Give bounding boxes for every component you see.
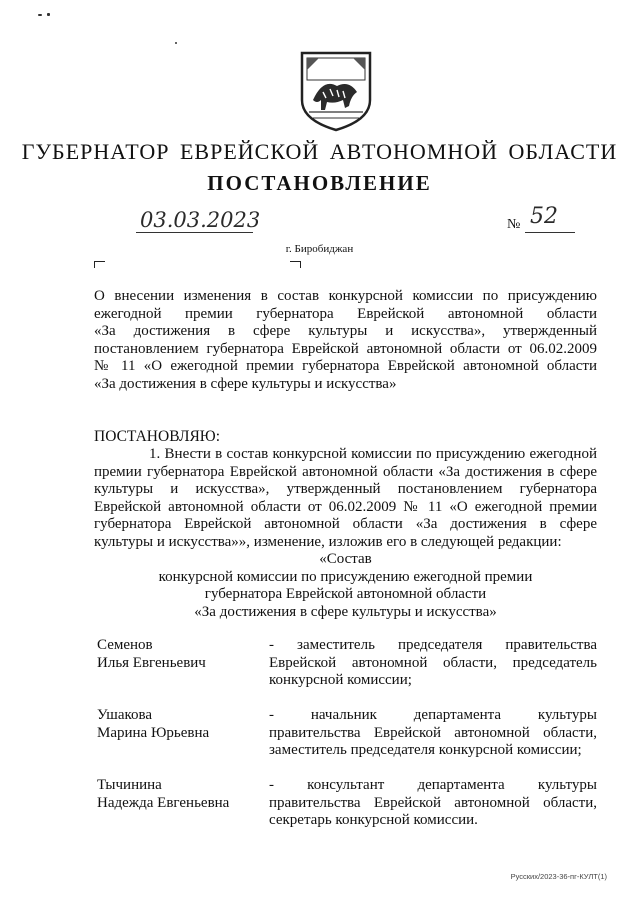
member-role-line: конкурсной комиссии; <box>269 672 412 688</box>
member-name <box>97 637 267 672</box>
point-line: 1. Внести в состав конкурсной комиссии по присуждению ежегодной <box>149 446 597 462</box>
point-line: культуры и искусства»», изменение, изложив его в следующей редакции: <box>94 533 562 550</box>
scan-speck <box>175 42 177 44</box>
member-given-names: Надежда Евгеньевна <box>97 794 230 811</box>
handwritten-date: 03.03.2023 <box>140 208 261 232</box>
member-role-line: секретарь конкурсной комиссии. <box>269 812 478 828</box>
handwritten-number: 52 <box>530 204 558 229</box>
subject-line: ежегодной премии губернатора Еврейской автономной области <box>94 305 597 322</box>
decree-word: ПОСТАНОВЛЯЮ: <box>94 428 221 445</box>
number-sign: № <box>507 217 521 232</box>
scan-speck <box>38 14 42 16</box>
corner-mark-left <box>94 261 105 268</box>
member-given-names: Марина Юрьевна <box>97 724 210 741</box>
point-line: премии губернатора Еврейской автономной области «За достижения в сфере <box>94 463 597 480</box>
date-underline <box>136 232 253 233</box>
member-role-line: - консультант департамента культуры <box>269 777 597 793</box>
number-underline <box>525 232 575 233</box>
member-role-line: правительства Еврейской автономной области, <box>269 724 597 741</box>
subject-line: «За достижения в сфере культуры и искусства», утвержденный <box>94 323 597 339</box>
coat-of-arms-icon <box>299 50 373 132</box>
member-role <box>269 637 597 690</box>
corner-mark-right <box>290 261 301 268</box>
point-line: губернатора Еврейской автономной области «За достижения в сфере <box>94 516 597 532</box>
composition-title <box>94 551 597 621</box>
scan-speck <box>47 13 50 16</box>
member-role-line: заместитель председателя конкурсной комиссии; <box>269 742 582 758</box>
commission-member <box>94 777 597 837</box>
member-surname: Семенов <box>97 637 153 653</box>
document-type-heading: ПОСТАНОВЛЕНИЕ <box>207 171 432 195</box>
member-given-names: Илья Евгеньевич <box>97 654 206 671</box>
document-code: Русских/2023-36-пг-КУЛТ(1) <box>510 872 607 881</box>
subject-line: «За достижения в сфере культуры и искусства» <box>94 375 397 392</box>
document-subject <box>94 288 597 393</box>
point-line: Еврейской автономной области от 06.02.2009 № 11 «О ежегодной премии <box>94 498 597 515</box>
composition-title-line: губернатора Еврейской автономной области <box>204 586 487 602</box>
member-role-line: правительства Еврейской автономной области, <box>269 794 597 811</box>
decree-point <box>94 446 597 551</box>
member-role <box>269 707 597 760</box>
commission-member <box>94 637 597 697</box>
member-role-line: - заместитель председателя правительства <box>269 637 597 653</box>
member-surname: Тычинина <box>97 777 162 793</box>
member-name <box>97 707 267 742</box>
authority-title: ГУБЕРНАТОР ЕВРЕЙСКОЙ АВТОНОМНОЙ ОБЛАСТИ <box>21 139 618 164</box>
subject-line: № 11 «О ежегодной премии губернатора Еврейской автономной области <box>94 358 597 374</box>
member-role <box>269 777 597 830</box>
commission-member <box>94 707 597 767</box>
member-name <box>97 777 267 812</box>
composition-title-line: «За достижения в сфере культуры и искусства» <box>194 603 497 620</box>
subject-line: постановлением губернатора Еврейской автономной области от 06.02.2009 <box>94 340 597 357</box>
member-role-line: - начальник департамента культуры <box>269 707 597 723</box>
member-surname: Ушакова <box>97 707 153 723</box>
point-line: культуры и искусства», утвержденный постановлением губернатора <box>94 481 597 497</box>
composition-title-line: «Состав <box>319 551 372 567</box>
member-role-line: Еврейской автономной области, председатель <box>269 654 597 671</box>
composition-title-line: конкурсной комиссии по присуждению ежегодной премии <box>158 568 533 585</box>
city-label: г. Биробиджан <box>285 243 354 255</box>
subject-line: О внесении изменения в состав конкурсной комиссии по присуждению <box>94 288 597 304</box>
